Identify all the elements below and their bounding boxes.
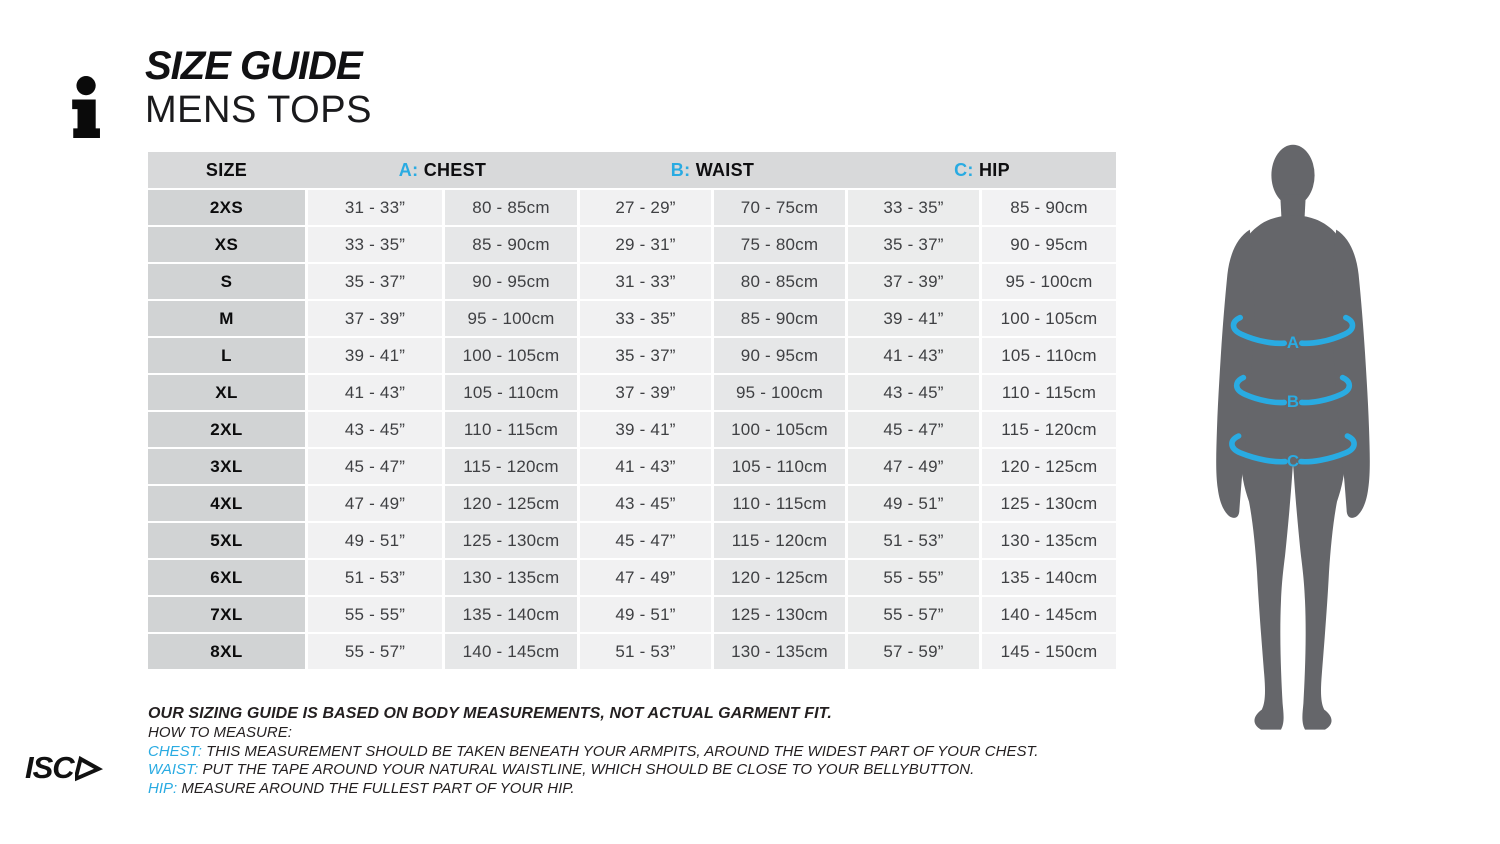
page-subtitle: MENS TOPS xyxy=(145,89,372,131)
waist-cm-cell: 100 - 105cm xyxy=(714,412,845,447)
waist-inches-cell: 27 - 29” xyxy=(580,190,711,225)
size-cell: L xyxy=(148,338,305,373)
size-cell: 2XS xyxy=(148,190,305,225)
band-c-label: C xyxy=(1286,451,1300,471)
note-chest-text: THIS MEASUREMENT SHOULD BE TAKEN BENEATH YOUR ARMPITS, AROUND THE WIDEST PART OF YOUR CHEST. xyxy=(206,742,1039,760)
chest-inches-cell: 55 - 55” xyxy=(308,597,442,632)
chest-inches-cell: 51 - 53” xyxy=(308,560,442,595)
size-cell: XS xyxy=(148,227,305,262)
chest-inches-cell: 43 - 45” xyxy=(308,412,442,447)
waist-cm-cell: 85 - 90cm xyxy=(714,301,845,336)
hip-inches-cell: 41 - 43” xyxy=(848,338,979,373)
size-cell: 7XL xyxy=(148,597,305,632)
waist-inches-cell: 39 - 41” xyxy=(580,412,711,447)
hip-cm-cell: 95 - 100cm xyxy=(982,264,1116,299)
waist-inches-cell: 43 - 45” xyxy=(580,486,711,521)
info-icon xyxy=(62,76,108,143)
hip-inches-cell: 33 - 35” xyxy=(848,190,979,225)
chest-inches-cell: 47 - 49” xyxy=(308,486,442,521)
hip-cm-cell: 100 - 105cm xyxy=(982,301,1116,336)
hip-inches-cell: 45 - 47” xyxy=(848,412,979,447)
waist-inches-cell: 31 - 33” xyxy=(580,264,711,299)
brand-logo xyxy=(25,750,103,786)
hip-label: HIP xyxy=(979,159,1010,180)
hip-cm-cell: 140 - 145cm xyxy=(982,597,1116,632)
hip-inches-cell: 35 - 37” xyxy=(848,227,979,262)
waist-cm-cell: 130 - 135cm xyxy=(714,634,845,669)
hip-inches-cell: 49 - 51” xyxy=(848,486,979,521)
band-b-label: B xyxy=(1286,392,1300,412)
size-cell: 5XL xyxy=(148,523,305,558)
size-cell: 3XL xyxy=(148,449,305,484)
column-header-waist xyxy=(580,160,845,181)
hip-cm-cell: 145 - 150cm xyxy=(982,634,1116,669)
hip-inches-cell: 51 - 53” xyxy=(848,523,979,558)
chest-inches-cell: 39 - 41” xyxy=(308,338,442,373)
note-waist-label: WAIST: xyxy=(148,761,199,778)
brand-logo-arrow-icon xyxy=(75,755,103,783)
chest-inches-cell: 49 - 51” xyxy=(308,523,442,558)
chest-cm-cell: 100 - 105cm xyxy=(445,338,577,373)
chest-inches-cell: 31 - 33” xyxy=(308,190,442,225)
hip-inches-cell: 57 - 59” xyxy=(848,634,979,669)
note-hip xyxy=(148,780,1038,799)
note-hip-label: HIP: xyxy=(148,779,178,797)
note-waist xyxy=(148,761,1038,780)
chest-inches-cell: 33 - 35” xyxy=(308,227,442,262)
page-title: SIZE GUIDE xyxy=(145,44,362,88)
waist-inches-cell: 37 - 39” xyxy=(580,375,711,410)
waist-cm-cell: 115 - 120cm xyxy=(714,523,845,558)
waist-cm-cell: 70 - 75cm xyxy=(714,190,845,225)
size-cell: M xyxy=(148,301,305,336)
waist-label: WAIST xyxy=(695,159,755,180)
waist-inches-cell: 47 - 49” xyxy=(580,560,711,595)
chest-inches-cell: 55 - 57” xyxy=(308,634,442,669)
waist-cm-cell: 120 - 125cm xyxy=(714,560,845,595)
size-cell: S xyxy=(148,264,305,299)
waist-letter: B: xyxy=(670,159,691,180)
chest-cm-cell: 140 - 145cm xyxy=(445,634,577,669)
band-a-label: A xyxy=(1286,333,1300,352)
waist-inches-cell: 35 - 37” xyxy=(580,338,711,373)
hip-cm-cell: 130 - 135cm xyxy=(982,523,1116,558)
page-header xyxy=(145,44,372,131)
waist-cm-cell: 90 - 95cm xyxy=(714,338,845,373)
hip-cm-cell: 90 - 95cm xyxy=(982,227,1116,262)
notes-how-to-measure: HOW TO MEASURE: xyxy=(148,724,292,741)
note-hip-text: MEASURE AROUND THE FULLEST PART OF YOUR HIP. xyxy=(181,779,575,797)
chest-inches-cell: 41 - 43” xyxy=(308,375,442,410)
hip-inches-cell: 55 - 55” xyxy=(848,560,979,595)
chest-label: CHEST xyxy=(423,159,487,180)
waist-cm-cell: 75 - 80cm xyxy=(714,227,845,262)
waist-inches-cell: 41 - 43” xyxy=(580,449,711,484)
chest-inches-cell: 45 - 47” xyxy=(308,449,442,484)
hip-cm-cell: 120 - 125cm xyxy=(982,449,1116,484)
hip-cm-cell: 115 - 120cm xyxy=(982,412,1116,447)
hip-cm-cell: 135 - 140cm xyxy=(982,560,1116,595)
note-chest xyxy=(148,743,1038,762)
column-header-hip xyxy=(848,160,1116,181)
hip-inches-cell: 55 - 57” xyxy=(848,597,979,632)
note-chest-label: CHEST: xyxy=(148,742,202,760)
chest-cm-cell: 125 - 130cm xyxy=(445,523,577,558)
column-header-size: SIZE xyxy=(205,159,248,180)
hip-cm-cell: 85 - 90cm xyxy=(982,190,1116,225)
waist-cm-cell: 95 - 100cm xyxy=(714,375,845,410)
size-cell: XL xyxy=(148,375,305,410)
chest-cm-cell: 85 - 90cm xyxy=(445,227,577,262)
size-cell: 8XL xyxy=(148,634,305,669)
waist-inches-cell: 45 - 47” xyxy=(580,523,711,558)
hip-cm-cell: 105 - 110cm xyxy=(982,338,1116,373)
chest-cm-cell: 80 - 85cm xyxy=(445,190,577,225)
waist-cm-cell: 80 - 85cm xyxy=(714,264,845,299)
chest-cm-cell: 115 - 120cm xyxy=(445,449,577,484)
waist-inches-cell: 49 - 51” xyxy=(580,597,711,632)
chest-cm-cell: 130 - 135cm xyxy=(445,560,577,595)
waist-inches-cell: 29 - 31” xyxy=(580,227,711,262)
waist-cm-cell: 105 - 110cm xyxy=(714,449,845,484)
measuring-notes xyxy=(148,703,1038,798)
waist-cm-cell: 110 - 115cm xyxy=(714,486,845,521)
hip-letter: C: xyxy=(954,159,974,180)
hip-inches-cell: 47 - 49” xyxy=(848,449,979,484)
table-header-row xyxy=(148,152,1116,188)
hip-inches-cell: 39 - 41” xyxy=(848,301,979,336)
chest-cm-cell: 95 - 100cm xyxy=(445,301,577,336)
chest-letter: A: xyxy=(398,159,419,180)
hip-inches-cell: 43 - 45” xyxy=(848,375,979,410)
waist-inches-cell: 51 - 53” xyxy=(580,634,711,669)
body-silhouette-figure xyxy=(1205,140,1381,745)
brand-logo-text: ISC xyxy=(25,750,74,785)
size-table xyxy=(148,152,1116,669)
column-header-chest xyxy=(308,160,577,181)
chest-cm-cell: 120 - 125cm xyxy=(445,486,577,521)
hip-inches-cell: 37 - 39” xyxy=(848,264,979,299)
hip-cm-cell: 125 - 130cm xyxy=(982,486,1116,521)
note-waist-text: PUT THE TAPE AROUND YOUR NATURAL WAISTLINE, WHICH SHOULD BE CLOSE TO YOUR BELLYBUTTON. xyxy=(202,761,975,778)
size-cell: 6XL xyxy=(148,560,305,595)
chest-inches-cell: 37 - 39” xyxy=(308,301,442,336)
chest-cm-cell: 135 - 140cm xyxy=(445,597,577,632)
chest-cm-cell: 110 - 115cm xyxy=(445,412,577,447)
size-cell: 2XL xyxy=(148,412,305,447)
hip-cm-cell: 110 - 115cm xyxy=(982,375,1116,410)
waist-inches-cell: 33 - 35” xyxy=(580,301,711,336)
chest-inches-cell: 35 - 37” xyxy=(308,264,442,299)
chest-cm-cell: 90 - 95cm xyxy=(445,264,577,299)
chest-cm-cell: 105 - 110cm xyxy=(445,375,577,410)
waist-cm-cell: 125 - 130cm xyxy=(714,597,845,632)
size-cell: 4XL xyxy=(148,486,305,521)
notes-disclaimer: OUR SIZING GUIDE IS BASED ON BODY MEASUREMENTS, NOT ACTUAL GARMENT FIT. xyxy=(148,705,832,722)
